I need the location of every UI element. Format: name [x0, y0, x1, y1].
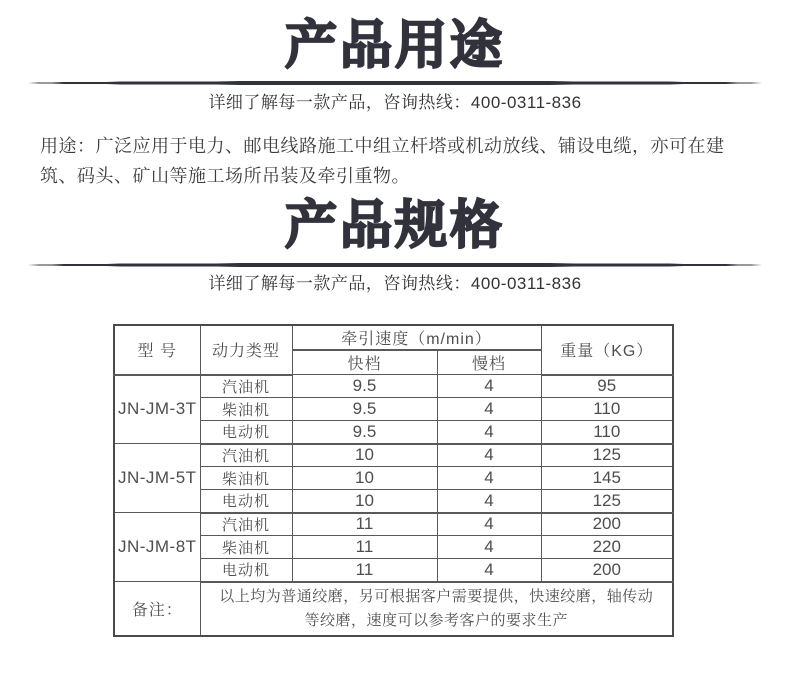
spec-row [114, 513, 673, 536]
power-cell: 汽油机 [200, 444, 292, 467]
slow-cell: 4 [437, 444, 541, 467]
specs-title-divider [25, 263, 765, 267]
spec-table-header [114, 325, 673, 375]
weight-cell: 125 [541, 490, 673, 513]
col-header-slow-gear: 慢档 [437, 350, 541, 375]
power-cell: 电动机 [200, 490, 292, 513]
spec-table-body [114, 375, 673, 582]
fast-cell: 11 [292, 513, 437, 536]
model-cell: JN-JM-8T [114, 513, 200, 582]
slow-cell: 4 [437, 467, 541, 490]
col-header-fast-gear: 快档 [292, 350, 437, 375]
usage-hotline-subtitle: 详细了解每一款产品，咨询热线：400-0311-836 [208, 93, 582, 112]
specs-hotline-subtitle: 详细了解每一款产品，咨询热线：400-0311-836 [208, 274, 582, 293]
slow-cell: 4 [437, 536, 541, 559]
power-cell: 电动机 [200, 559, 292, 582]
spec-table-container [113, 324, 672, 637]
spec-table-footer [114, 582, 673, 636]
weight-cell: 200 [541, 513, 673, 536]
note-line-1: 以上均为普通绞磨，另可根据客户需要提供，快速绞磨，轴传动 [219, 587, 654, 605]
spec-table [113, 324, 674, 637]
model-cell: JN-JM-3T [114, 375, 200, 444]
fast-cell: 10 [292, 490, 437, 513]
note-line-2: 等绞磨，速度可以参考客户的要求生产 [304, 611, 568, 629]
model-cell: JN-JM-5T [114, 444, 200, 513]
weight-cell: 200 [541, 559, 673, 582]
note-row [114, 582, 673, 636]
slow-cell: 4 [437, 421, 541, 444]
weight-cell: 125 [541, 444, 673, 467]
power-cell: 柴油机 [200, 467, 292, 490]
fast-cell: 11 [292, 559, 437, 582]
fast-cell: 9.5 [292, 421, 437, 444]
col-header-weight: 重量（KG） [541, 325, 673, 375]
slow-cell: 4 [437, 398, 541, 421]
slow-cell: 4 [437, 375, 541, 398]
power-cell: 柴油机 [200, 536, 292, 559]
weight-cell: 110 [541, 398, 673, 421]
col-header-traction-speed: 牵引速度（m/min） [292, 325, 541, 350]
slow-cell: 4 [437, 559, 541, 582]
slow-cell: 4 [437, 490, 541, 513]
note-text [200, 582, 673, 636]
col-header-power-type: 动力类型 [200, 325, 292, 375]
weight-cell: 220 [541, 536, 673, 559]
usage-title-divider [25, 81, 765, 85]
weight-cell: 95 [541, 375, 673, 398]
slow-cell: 4 [437, 513, 541, 536]
power-cell: 柴油机 [200, 398, 292, 421]
fast-cell: 9.5 [292, 375, 437, 398]
weight-cell: 145 [541, 467, 673, 490]
fast-cell: 11 [292, 536, 437, 559]
power-cell: 电动机 [200, 421, 292, 444]
note-label: 备注： [114, 582, 200, 636]
specs-section-title: 产品规格 [284, 197, 505, 255]
fast-cell: 10 [292, 467, 437, 490]
col-header-model: 型 号 [114, 325, 200, 375]
usage-description-text: 用途：广泛应用于电力、邮电线路施工中组立杆塔或机动放线、铺设电缆，亦可在建筑、码头、矿山等施工场所吊装及牵引重物。 [40, 136, 725, 186]
fast-cell: 9.5 [292, 398, 437, 421]
power-cell: 汽油机 [200, 513, 292, 536]
spec-row [114, 375, 673, 398]
usage-section-title: 产品用途 [284, 17, 505, 75]
power-cell: 汽油机 [200, 375, 292, 398]
fast-cell: 10 [292, 444, 437, 467]
weight-cell: 110 [541, 421, 673, 444]
spec-row [114, 444, 673, 467]
